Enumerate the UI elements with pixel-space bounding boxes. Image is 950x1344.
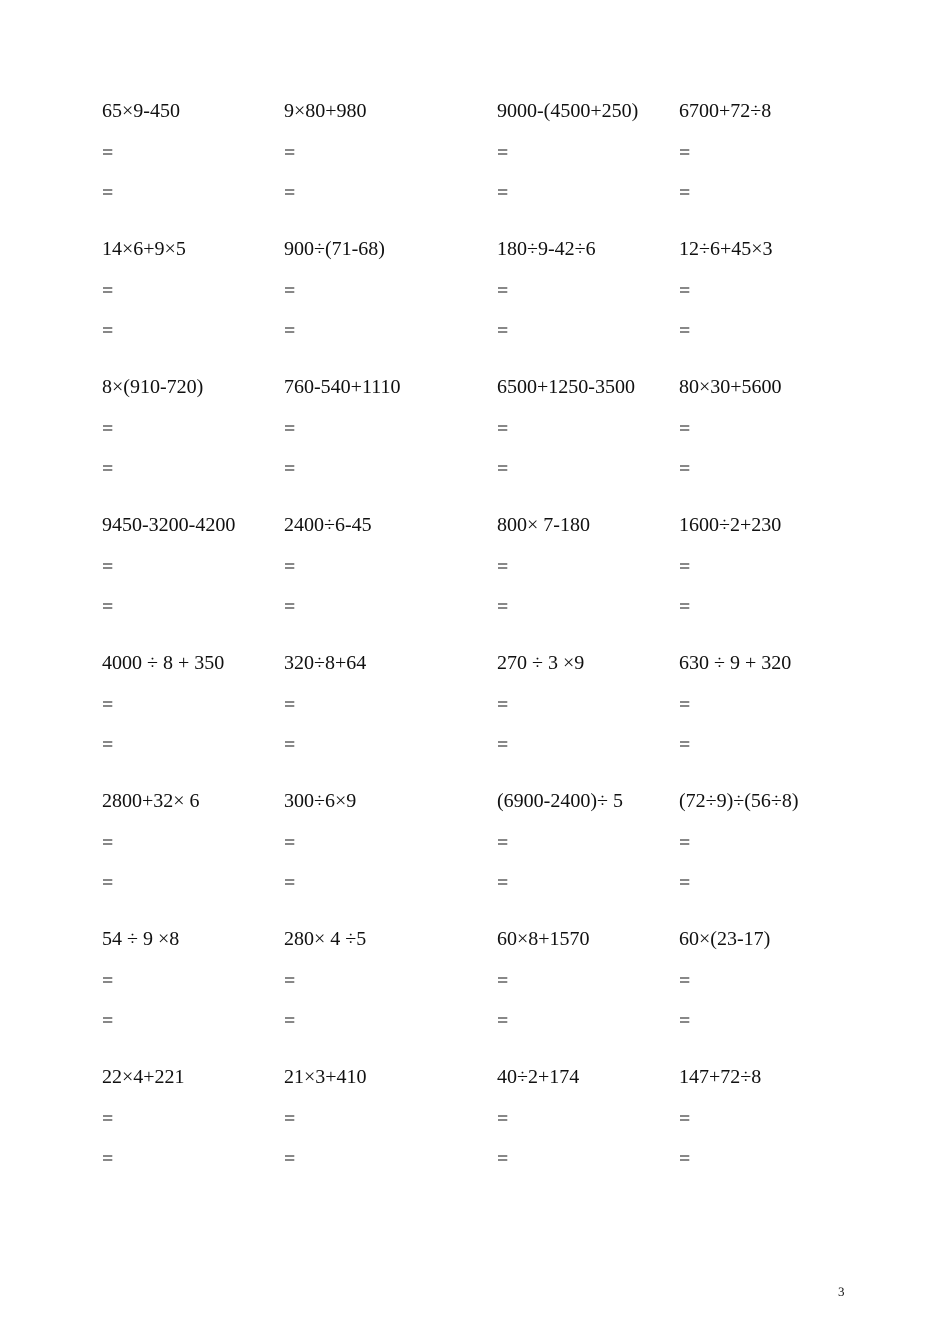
answer-step-line: = — [679, 280, 691, 302]
answer-result-line: = — [102, 1148, 114, 1170]
answer-step-line: = — [679, 1108, 691, 1130]
answer-result-line: = — [679, 182, 691, 204]
problem-expression: 6700+72÷8 — [679, 100, 772, 122]
answer-step-line: = — [497, 832, 509, 854]
answer-step-line: = — [679, 142, 691, 164]
problem-expression: 12÷6+45×3 — [679, 238, 773, 260]
answer-result-line: = — [284, 734, 296, 756]
answer-result-line: = — [102, 182, 114, 204]
problem-expression: 900÷(71-68) — [284, 238, 385, 260]
problem-expression: 6500+1250-3500 — [497, 376, 635, 398]
problem-expression: 2400÷6-45 — [284, 514, 372, 536]
answer-result-line: = — [497, 596, 509, 618]
problem-expression: 270 ÷ 3 ×9 — [497, 652, 585, 674]
answer-result-line: = — [497, 872, 509, 894]
answer-result-line: = — [679, 1148, 691, 1170]
answer-step-line: = — [284, 418, 296, 440]
problem-expression: 65×9-450 — [102, 100, 180, 122]
problem-expression: 320÷8+64 — [284, 652, 367, 674]
answer-result-line: = — [679, 734, 691, 756]
problem-row — [0, 514, 950, 624]
page-number: 3 — [838, 1284, 845, 1299]
answer-step-line: = — [102, 142, 114, 164]
problem-row — [0, 652, 950, 762]
problem-row — [0, 790, 950, 900]
problem-expression: (6900-2400)÷ 5 — [497, 790, 623, 812]
problem-expression: 280× 4 ÷5 — [284, 928, 367, 950]
answer-result-line: = — [679, 872, 691, 894]
problem-row — [0, 238, 950, 348]
answer-result-line: = — [679, 596, 691, 618]
answer-step-line: = — [679, 556, 691, 578]
problem-expression: 9×80+980 — [284, 100, 367, 122]
answer-step-line: = — [102, 556, 114, 578]
problem-expression: 760-540+1110 — [284, 376, 401, 398]
answer-result-line: = — [102, 596, 114, 618]
answer-result-line: = — [284, 320, 296, 342]
answer-result-line: = — [102, 734, 114, 756]
answer-result-line: = — [284, 1010, 296, 1032]
problem-expression: (72÷9)÷(56÷8) — [679, 790, 799, 812]
answer-step-line: = — [102, 1108, 114, 1130]
answer-step-line: = — [679, 694, 691, 716]
problem-row — [0, 1066, 950, 1176]
answer-step-line: = — [284, 970, 296, 992]
answer-result-line: = — [497, 1010, 509, 1032]
answer-result-line: = — [284, 458, 296, 480]
problem-expression: 54 ÷ 9 ×8 — [102, 928, 180, 950]
answer-step-line: = — [102, 832, 114, 854]
answer-step-line: = — [284, 1108, 296, 1130]
problem-expression: 60×8+1570 — [497, 928, 590, 950]
problem-expression: 40÷2+174 — [497, 1066, 580, 1088]
answer-step-line: = — [284, 142, 296, 164]
answer-step-line: = — [497, 418, 509, 440]
problem-expression: 2800+32× 6 — [102, 790, 200, 812]
answer-step-line: = — [679, 970, 691, 992]
problem-expression: 22×4+221 — [102, 1066, 185, 1088]
problem-expression: 80×30+5600 — [679, 376, 782, 398]
answer-result-line: = — [679, 320, 691, 342]
problem-expression: 9000-(4500+250) — [497, 100, 639, 122]
answer-step-line: = — [679, 418, 691, 440]
answer-step-line: = — [284, 556, 296, 578]
answer-step-line: = — [284, 280, 296, 302]
answer-result-line: = — [102, 1010, 114, 1032]
answer-result-line: = — [497, 458, 509, 480]
problem-expression: 60×(23-17) — [679, 928, 771, 950]
answer-step-line: = — [102, 970, 114, 992]
problem-expression: 14×6+9×5 — [102, 238, 186, 260]
answer-result-line: = — [284, 872, 296, 894]
answer-step-line: = — [497, 694, 509, 716]
answer-result-line: = — [284, 1148, 296, 1170]
answer-step-line: = — [102, 418, 114, 440]
answer-step-line: = — [679, 832, 691, 854]
answer-step-line: = — [497, 280, 509, 302]
problem-expression: 9450-3200-4200 — [102, 514, 236, 536]
problem-expression: 21×3+410 — [284, 1066, 367, 1088]
answer-step-line: = — [497, 1108, 509, 1130]
answer-step-line: = — [497, 142, 509, 164]
answer-step-line: = — [102, 280, 114, 302]
problem-expression: 630 ÷ 9 + 320 — [679, 652, 792, 674]
problem-expression: 1600÷2+230 — [679, 514, 782, 536]
problem-expression: 300÷6×9 — [284, 790, 357, 812]
answer-result-line: = — [679, 458, 691, 480]
answer-result-line: = — [497, 182, 509, 204]
problem-expression: 8×(910-720) — [102, 376, 204, 398]
answer-step-line: = — [497, 970, 509, 992]
answer-step-line: = — [284, 832, 296, 854]
problem-row — [0, 928, 950, 1038]
answer-result-line: = — [102, 458, 114, 480]
problem-row — [0, 100, 950, 210]
problem-expression: 180÷9-42÷6 — [497, 238, 596, 260]
problem-expression: 147+72÷8 — [679, 1066, 762, 1088]
problem-row — [0, 376, 950, 486]
answer-result-line: = — [284, 596, 296, 618]
problem-expression: 4000 ÷ 8 + 350 — [102, 652, 225, 674]
answer-result-line: = — [102, 320, 114, 342]
answer-step-line: = — [284, 694, 296, 716]
answer-result-line: = — [497, 320, 509, 342]
answer-result-line: = — [102, 872, 114, 894]
problem-expression: 800× 7-180 — [497, 514, 590, 536]
answer-result-line: = — [497, 1148, 509, 1170]
answer-result-line: = — [284, 182, 296, 204]
answer-step-line: = — [102, 694, 114, 716]
answer-step-line: = — [497, 556, 509, 578]
answer-result-line: = — [497, 734, 509, 756]
answer-result-line: = — [679, 1010, 691, 1032]
